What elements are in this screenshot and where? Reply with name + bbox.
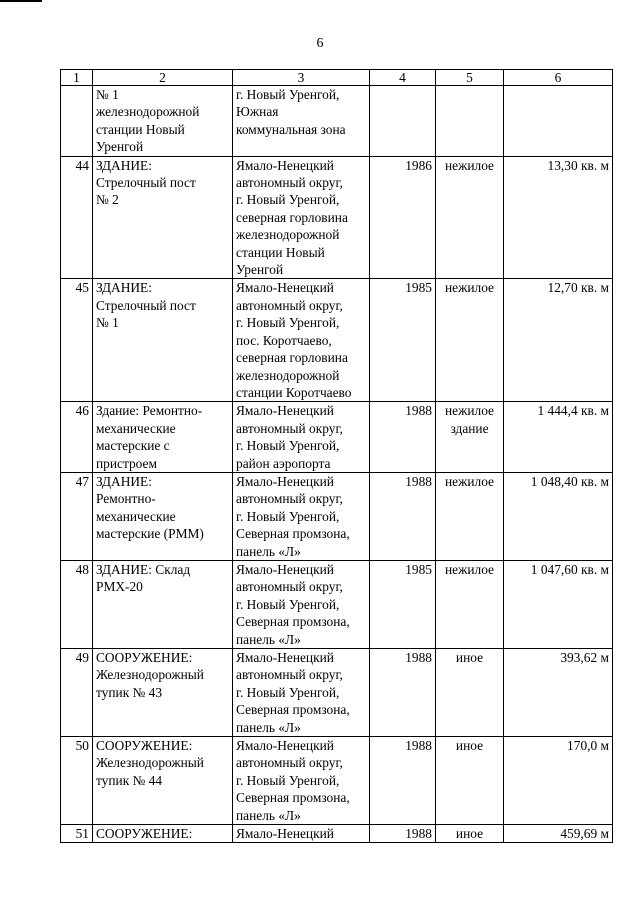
text-line: мастерские с xyxy=(96,438,170,454)
text-line: северная горловина xyxy=(236,350,348,366)
cell-address xyxy=(233,156,370,279)
text-line: железнодорожной xyxy=(96,104,200,120)
table-row xyxy=(61,472,613,560)
cell-address xyxy=(233,737,370,825)
text-line: ЗДАНИЕ: Склад xyxy=(96,561,191,577)
cell-type xyxy=(436,560,504,648)
cell-area: 170,0 м xyxy=(504,737,613,825)
cell-num: 48 xyxy=(61,560,93,648)
text-line: автономный округ, xyxy=(236,420,343,436)
continuation-row xyxy=(61,86,613,157)
text-line: Здание: Ремонтно- xyxy=(96,403,203,419)
text-line: г. Новый Уренгой, xyxy=(236,87,340,102)
text-line: Ямало-Ненецкий xyxy=(236,826,334,842)
table-row xyxy=(61,560,613,648)
cell-num: 44 xyxy=(61,156,93,279)
cell-name xyxy=(93,402,233,473)
text-line: Ямало-Ненецкий xyxy=(236,738,334,754)
text-line: Северная промзона, xyxy=(236,614,350,630)
table-row xyxy=(61,156,613,279)
text-line: тупик № 43 xyxy=(96,684,163,700)
cell-year: 1988 xyxy=(370,825,436,843)
text-line: Ямало-Ненецкий xyxy=(236,157,334,173)
text-line: тупик № 44 xyxy=(96,772,163,788)
text-line: Уренгой xyxy=(236,262,284,278)
text-line: автономный округ, xyxy=(236,755,343,771)
cell-num: 46 xyxy=(61,402,93,473)
text-line: станции Новый xyxy=(96,121,185,137)
text-line: Ямало-Ненецкий xyxy=(236,403,334,419)
cell-name xyxy=(93,156,233,279)
property-table xyxy=(60,69,613,843)
text-line: № 1 xyxy=(96,315,119,331)
cell-year: 1988 xyxy=(370,472,436,560)
text-line: северная горловина xyxy=(236,209,348,225)
cell-name xyxy=(93,737,233,825)
cell-area: 12,70 кв. м xyxy=(504,279,613,402)
text-line: г. Новый Уренгой, xyxy=(236,772,340,788)
text-line: Ямало-Ненецкий xyxy=(236,473,334,489)
text-line: здание xyxy=(450,420,489,436)
text-line: район аэропорта xyxy=(236,455,331,471)
cell-area: 1 444,4 кв. м xyxy=(504,402,613,473)
text-line: пос. Коротчаево, xyxy=(236,332,332,348)
text-line: автономный округ, xyxy=(236,297,343,313)
text-line: СООРУЖЕНИЕ: xyxy=(96,738,193,754)
cell-address xyxy=(233,825,370,843)
cell-num: 45 xyxy=(61,279,93,402)
text-line: панель «Л» xyxy=(236,631,301,647)
cell-name xyxy=(93,279,233,402)
text-line: Стрелочный пост xyxy=(96,175,196,191)
text-line: панель «Л» xyxy=(236,543,301,559)
cell-name xyxy=(93,825,233,843)
text-line: станции Коротчаево xyxy=(236,384,352,400)
text-line: железнодорожной xyxy=(236,227,340,243)
text-line: Ямало-Ненецкий xyxy=(236,650,334,665)
cell-year: 1988 xyxy=(370,402,436,473)
cell-name xyxy=(93,649,233,737)
table-row xyxy=(61,737,613,825)
text-line: г. Новый Уренгой, xyxy=(236,192,340,208)
cell-area: 459,69 м xyxy=(504,825,613,843)
text-line: № 2 xyxy=(96,192,119,208)
text-line: ЗДАНИЕ: xyxy=(96,280,152,296)
header-cell: 5 xyxy=(436,70,504,86)
cell-address xyxy=(233,279,370,402)
top-edge-mark xyxy=(0,0,42,2)
table-row xyxy=(61,279,613,402)
text-line: иное xyxy=(455,650,484,665)
cell-name xyxy=(93,86,233,157)
cell-area: 1 048,40 кв. м xyxy=(504,472,613,560)
cell-year xyxy=(370,86,436,157)
cell-address xyxy=(233,472,370,560)
text-line: г. Новый Уренгой, xyxy=(236,684,340,700)
text-line: Северная промзона, xyxy=(236,702,350,718)
cell-type xyxy=(436,825,504,843)
text-line: Железнодорожный xyxy=(96,755,204,771)
cell-type xyxy=(436,472,504,560)
cell-name xyxy=(93,560,233,648)
text-line: автономный округ, xyxy=(236,491,343,507)
text-line: Северная промзона, xyxy=(236,790,350,806)
text-line: г. Новый Уренгой, xyxy=(236,315,340,331)
cell-name xyxy=(93,472,233,560)
text-line: СООРУЖЕНИЕ: xyxy=(96,650,193,665)
table-row xyxy=(61,649,613,737)
header-cell: 6 xyxy=(504,70,613,86)
header-cell: 1 xyxy=(61,70,93,86)
cell-area: 13,30 кв. м xyxy=(504,156,613,279)
text-line: г. Новый Уренгой, xyxy=(236,508,340,524)
text-line: механические xyxy=(96,508,176,524)
text-line: мастерские (РММ) xyxy=(96,526,204,542)
header-cell: 3 xyxy=(233,70,370,86)
text-line: железнодорожной xyxy=(236,367,340,383)
text-line: Уренгой xyxy=(96,139,144,155)
text-line: механические xyxy=(96,420,176,436)
text-line: ЗДАНИЕ: xyxy=(96,157,152,173)
text-line: Железнодорожный xyxy=(96,667,204,683)
header-cell: 4 xyxy=(370,70,436,86)
text-line: Ремонтно- xyxy=(96,491,156,507)
text-line: РМХ-20 xyxy=(96,579,143,595)
cell-type xyxy=(436,279,504,402)
cell-address xyxy=(233,402,370,473)
cell-year: 1988 xyxy=(370,737,436,825)
cell-address xyxy=(233,560,370,648)
text-line: автономный округ, xyxy=(236,579,343,595)
text-line: г. Новый Уренгой, xyxy=(236,596,340,612)
cell-num xyxy=(61,86,93,157)
text-line: иное xyxy=(455,738,484,754)
text-line: панель «Л» xyxy=(236,719,301,735)
cell-area xyxy=(504,86,613,157)
cell-type xyxy=(436,649,504,737)
text-line: Ямало-Ненецкий xyxy=(236,561,334,577)
cell-area: 393,62 м xyxy=(504,649,613,737)
text-line: коммунальная зона xyxy=(236,121,346,137)
table-row xyxy=(61,402,613,473)
cell-year: 1986 xyxy=(370,156,436,279)
text-line: Стрелочный пост xyxy=(96,297,196,313)
cell-type xyxy=(436,86,504,157)
header-cell: 2 xyxy=(93,70,233,86)
cell-num: 47 xyxy=(61,472,93,560)
cell-year: 1985 xyxy=(370,279,436,402)
text-line: нежилое xyxy=(444,157,494,173)
text-line: СООРУЖЕНИЕ: xyxy=(96,826,193,842)
text-line: нежилое xyxy=(444,280,494,296)
table-row xyxy=(61,825,613,843)
text-line: Северная промзона, xyxy=(236,526,350,542)
text-line: пристроем xyxy=(96,455,157,471)
header-row xyxy=(61,70,613,86)
text-line: нежилое xyxy=(444,561,494,577)
text-line: нежилое xyxy=(444,473,494,489)
cell-num: 49 xyxy=(61,649,93,737)
text-line: нежилое xyxy=(444,403,494,419)
table-body xyxy=(61,86,613,843)
text-line: ЗДАНИЕ: xyxy=(96,473,152,489)
cell-address xyxy=(233,86,370,157)
text-line: станции Новый xyxy=(236,244,325,260)
text-line: иное xyxy=(455,826,484,842)
page-number: 6 xyxy=(316,36,324,51)
text-line: автономный округ, xyxy=(236,667,343,683)
cell-year: 1985 xyxy=(370,560,436,648)
cell-num: 51 xyxy=(61,825,93,843)
text-line: панель «Л» xyxy=(236,807,301,823)
text-line: Южная xyxy=(236,104,279,120)
text-line: Ямало-Ненецкий xyxy=(236,280,334,296)
text-line: автономный округ, xyxy=(236,175,343,191)
cell-type xyxy=(436,402,504,473)
cell-address xyxy=(233,649,370,737)
cell-type xyxy=(436,156,504,279)
text-line: № 1 xyxy=(96,87,119,102)
cell-type xyxy=(436,737,504,825)
cell-area: 1 047,60 кв. м xyxy=(504,560,613,648)
text-line: г. Новый Уренгой, xyxy=(236,438,340,454)
cell-num: 50 xyxy=(61,737,93,825)
cell-year: 1988 xyxy=(370,649,436,737)
